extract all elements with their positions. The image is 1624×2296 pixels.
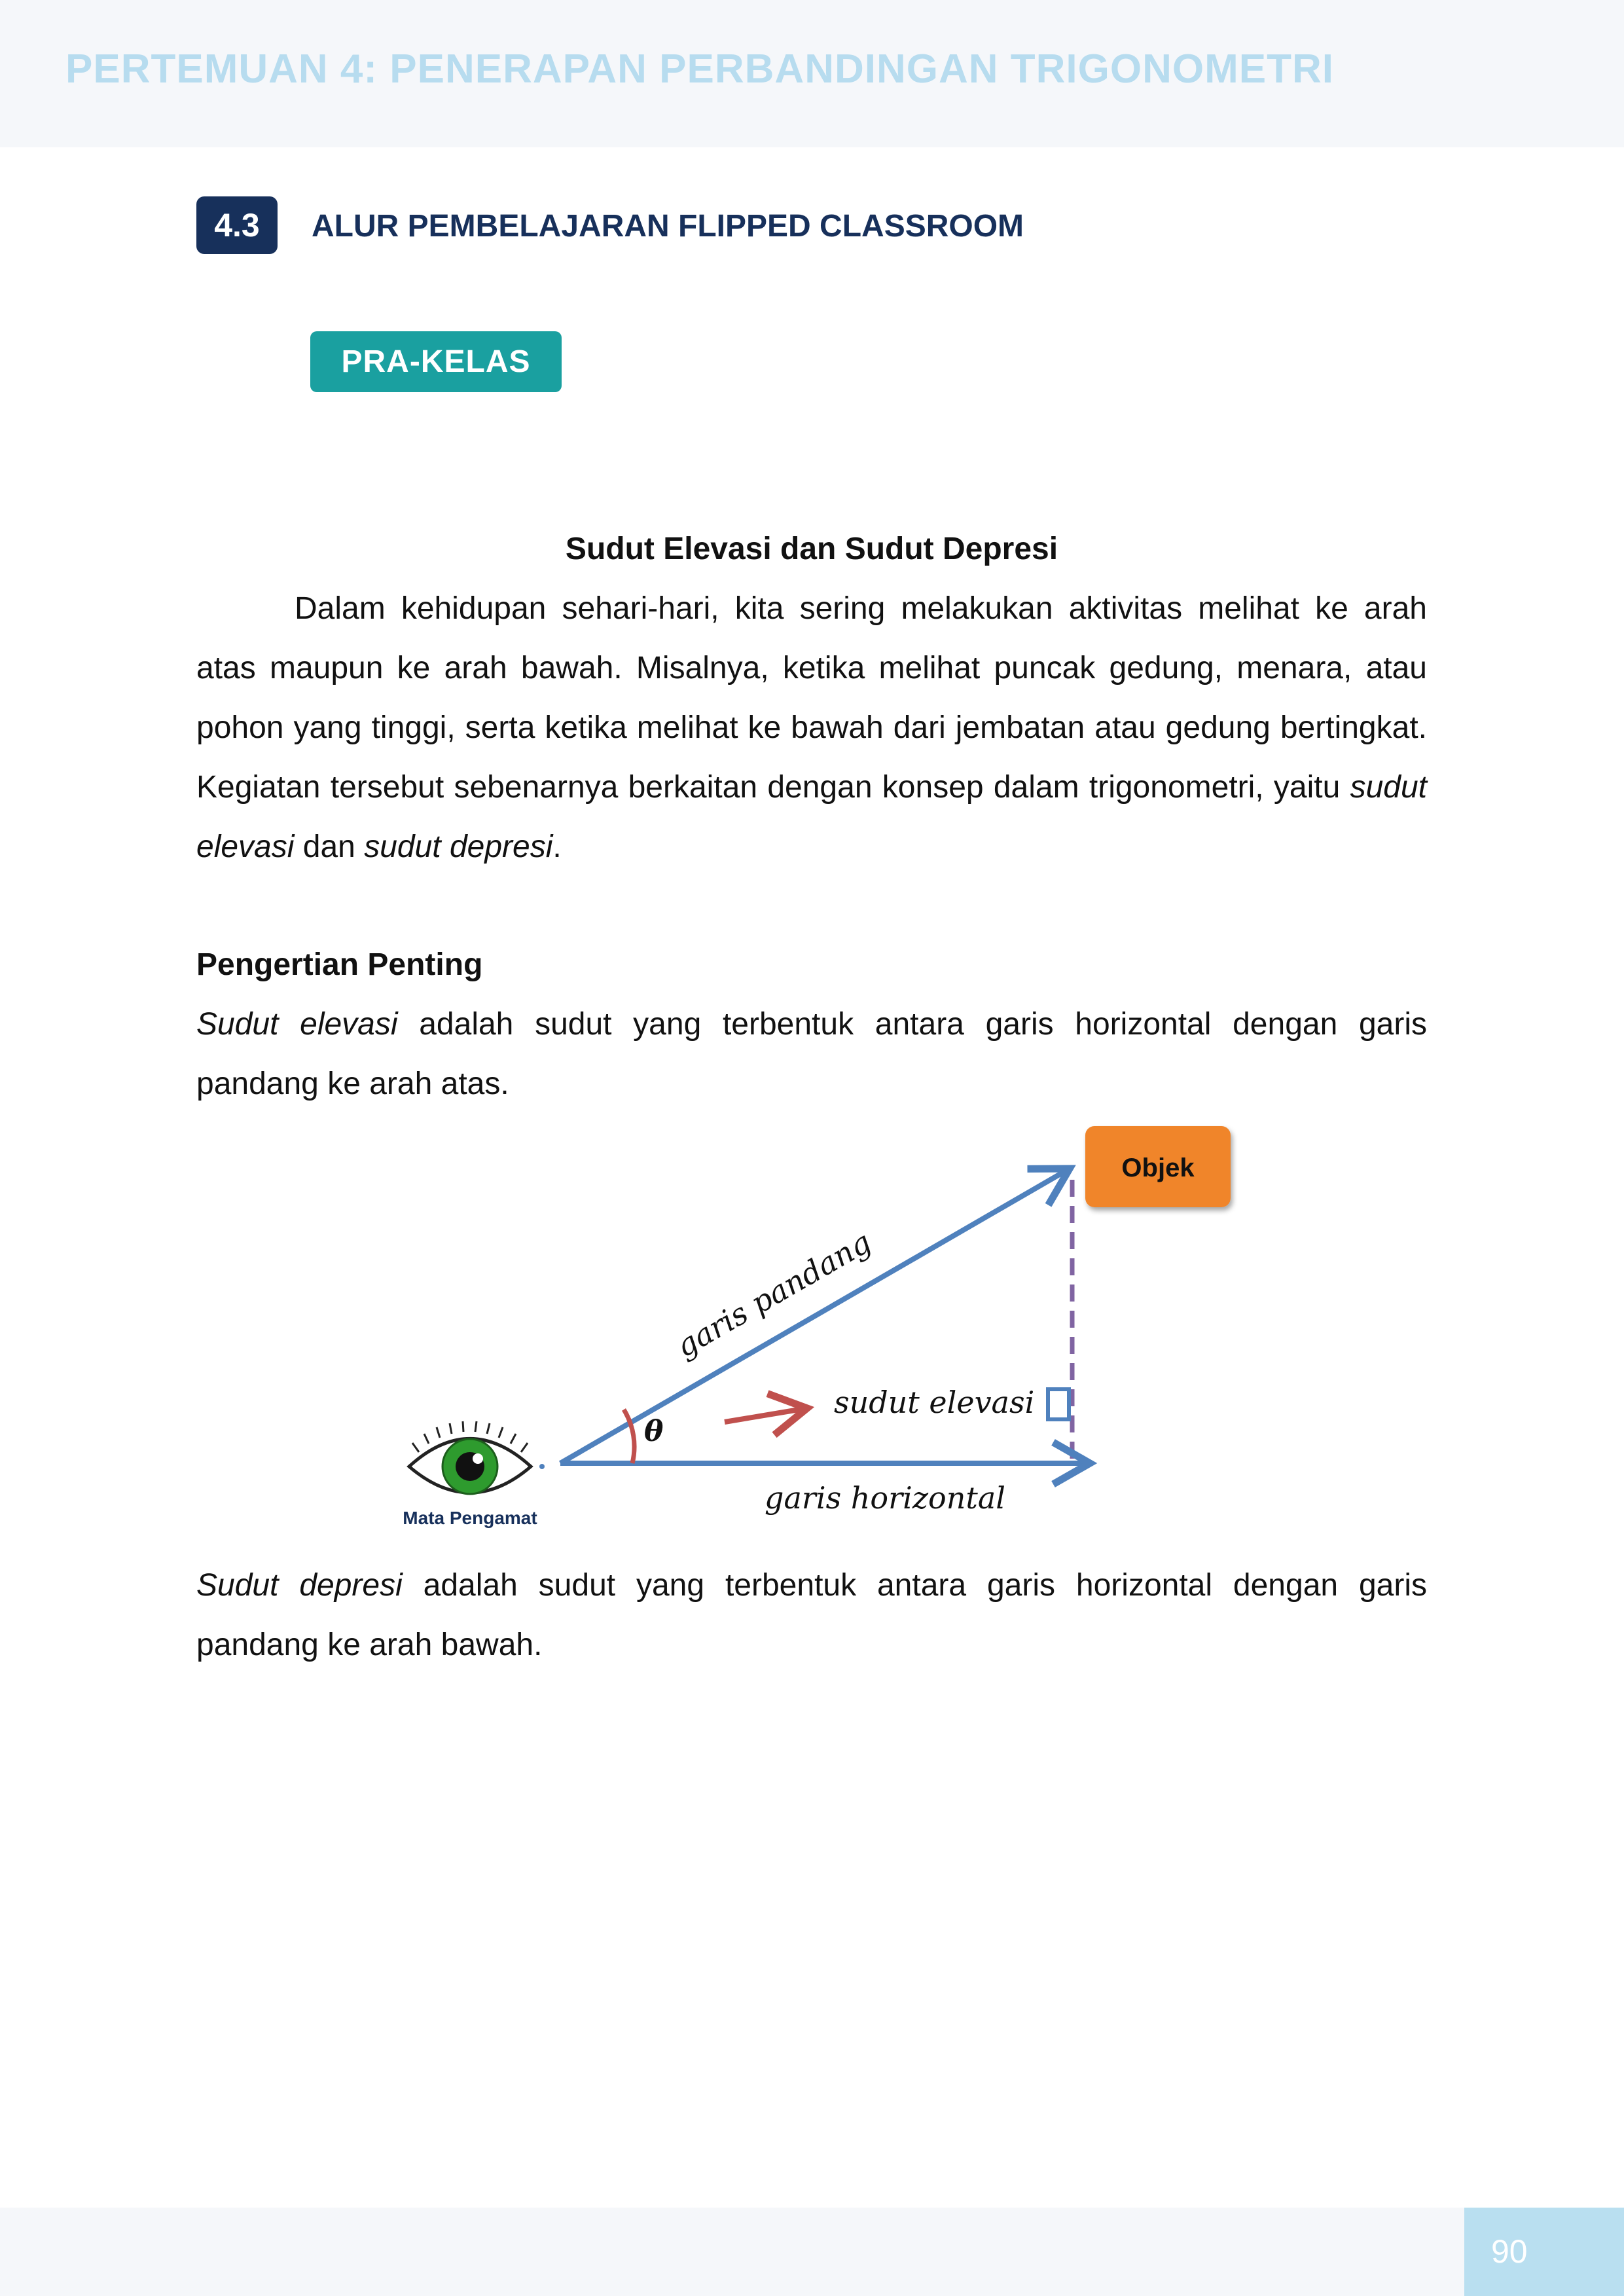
page-header-title: PERTEMUAN 4: PENERAPAN PERBANDINGAN TRIGONOMETRI — [65, 46, 1334, 92]
definition-elevasi-term: Sudut elevasi — [196, 1007, 398, 1042]
angle-pointer-arrow — [725, 1408, 807, 1422]
line-of-sight-label: garis pandang — [670, 1224, 877, 1364]
subheading: Pengertian Penting — [196, 947, 483, 982]
definition-depresi-term: Sudut depresi — [196, 1568, 403, 1603]
object-label: Objek — [1121, 1154, 1195, 1182]
horizontal-label: garis horizontal — [765, 1480, 1005, 1516]
right-angle-marker — [1048, 1389, 1069, 1419]
phase-badge: PRA-KELAS — [310, 331, 562, 392]
intro-paragraph — [196, 579, 1427, 877]
angle-label: sudut elevasi — [834, 1385, 1035, 1420]
definition-elevasi-text: adalah sudut yang terbentuk antara garis horizontal dengan garis pandang ke arah atas. — [196, 1007, 1428, 1101]
page-number: 90 — [1464, 2208, 1624, 2296]
angle-symbol: θ — [644, 1415, 664, 1448]
footer-band — [0, 2208, 1624, 2296]
observer-label: Mata Pengamat — [403, 1508, 537, 1528]
definition-depresi-text: adalah sudut yang terbentuk antara garis horizontal dengan garis pandang ke arah bawah. — [196, 1568, 1428, 1662]
definition-elevasi — [196, 994, 1427, 1114]
intro-end: . — [552, 829, 562, 864]
section-title: ALUR PEMBELAJARAN FLIPPED CLASSROOM — [312, 209, 1024, 244]
content-heading: Sudut Elevasi dan Sudut Depresi — [565, 532, 1058, 566]
intro-connector: dan — [294, 829, 365, 864]
definition-depresi — [196, 1556, 1427, 1675]
section-number-badge: 4.3 — [196, 196, 278, 254]
elevation-diagram — [367, 1106, 1283, 1539]
term-sudut-depresi: sudut depresi — [364, 829, 553, 864]
angle-arc — [624, 1410, 634, 1463]
intro-text: Dalam kehidupan sehari-hari, kita sering melakukan aktivitas melihat ke arah atas maupun ke arah bawah. Misalnya, ketika melihat puncak gedung, menara, atau pohon yang tinggi, serta ketika melihat ke bawah dari jembatan atau gedung bertingkat. Kegiatan tersebut sebenarnya berkaitan dengan konsep dalam trigonometri, yaitu — [196, 591, 1427, 805]
term-sudut-elevasi: sudut elevasi — [196, 770, 1427, 864]
observer-eye-icon — [409, 1421, 545, 1494]
